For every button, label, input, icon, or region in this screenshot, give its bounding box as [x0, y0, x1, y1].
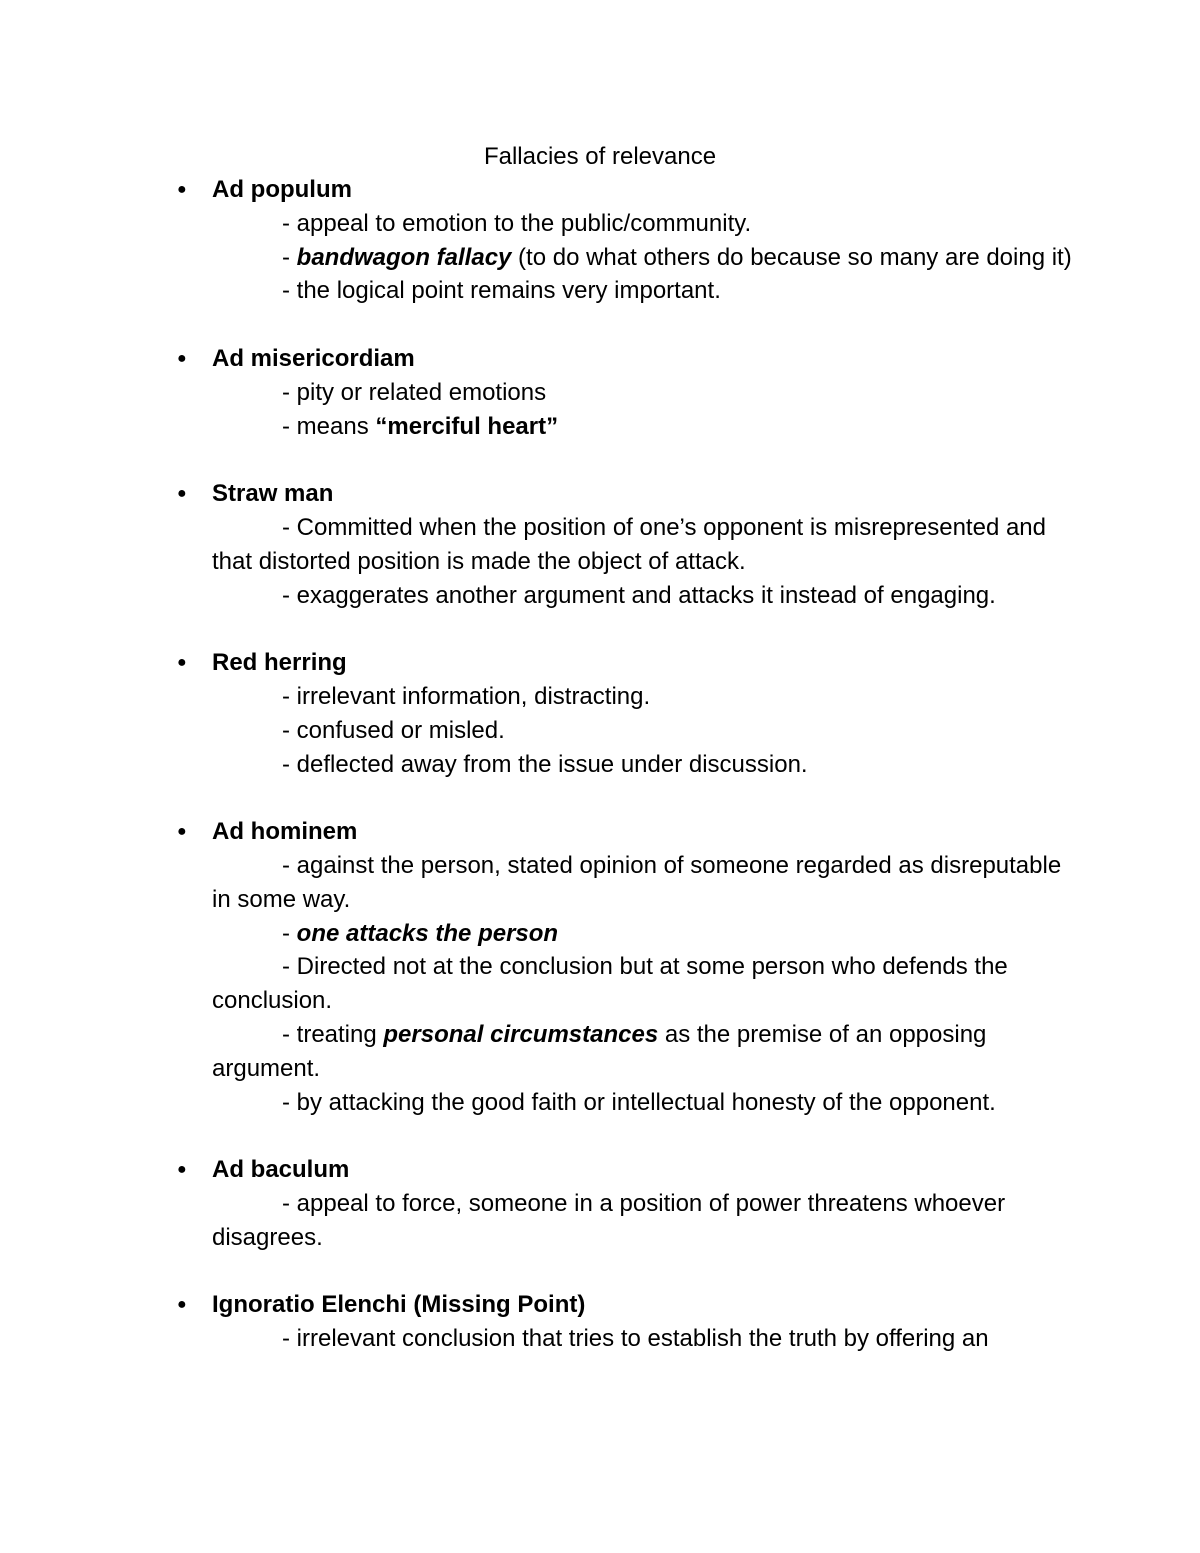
list-item: - one attacks the person: [282, 919, 559, 947]
list-item: - appeal to force, someone in a position of power threatens whoever disagrees.: [212, 1189, 1006, 1251]
list-item: - the logical point remains very important.: [282, 277, 721, 305]
section-heading: [177, 342, 1072, 376]
list-item: - Directed not at the conclusion but at some person who defends the conclusion.: [212, 953, 1008, 1015]
section-ad-hominem: [177, 815, 1072, 1119]
bullet-icon: ●: [177, 1296, 187, 1314]
heading-text: Ignoratio Elenchi (Missing Point): [212, 1291, 586, 1319]
section-ad-populum: [177, 173, 1072, 308]
list-item: - by attacking the good faith or intellectual honesty of the opponent.: [282, 1088, 996, 1116]
heading-text: Straw man: [212, 480, 334, 508]
section-ad-baculum: [177, 1153, 1072, 1254]
heading-text: Ad populum: [212, 176, 352, 203]
section-heading: [177, 815, 1072, 849]
section-heading: [177, 173, 1072, 207]
emphasis-text: bandwagon fallacy: [296, 243, 512, 271]
section-red-herring: [177, 646, 1072, 781]
heading-text: Ad hominem: [212, 818, 358, 846]
document-body: [177, 173, 1072, 1390]
list-item: - deflected away from the issue under discussion.: [282, 750, 808, 778]
list-item: - appeal to emotion to the public/community.: [282, 209, 752, 237]
list-item: - confused or misled.: [282, 716, 505, 744]
heading-text: Ad misericordiam: [212, 344, 415, 372]
emphasis-text: one attacks the person: [296, 919, 559, 947]
section-heading: [177, 646, 1072, 680]
section-ad-misericordiam: [177, 342, 1072, 443]
document-title: Fallacies of relevance: [483, 143, 717, 170]
list-item: - against the person, stated opinion of someone regarded as disreputable in some way.: [212, 851, 1062, 913]
list-item: - treating personal circumstances as the premise of an opposing argument.: [212, 1020, 987, 1082]
section-ignoratio-elenchi: [177, 1288, 1072, 1356]
list-item: - irrelevant information, distracting.: [282, 682, 651, 710]
bullet-icon: ●: [177, 485, 187, 503]
emphasis-text: “merciful heart”: [375, 412, 559, 440]
section-heading: [177, 1288, 1072, 1322]
bullet-icon: ●: [177, 181, 187, 198]
section-heading: [177, 477, 1072, 511]
section-heading: [177, 1153, 1072, 1187]
emphasis-text: personal circumstances: [383, 1020, 659, 1048]
list-item: - bandwagon fallacy (to do what others do because so many are doing it): [282, 243, 1072, 271]
list-item: - means “merciful heart”: [282, 412, 559, 440]
list-item: - exaggerates another argument and attacks it instead of engaging.: [282, 581, 996, 609]
bullet-icon: ●: [177, 654, 187, 672]
section-straw-man: [177, 477, 1072, 612]
heading-text: Ad baculum: [212, 1156, 350, 1184]
heading-text: Red herring: [212, 649, 347, 677]
bullet-icon: ●: [177, 349, 187, 367]
bullet-icon: ●: [177, 823, 187, 841]
list-item: - Committed when the position of one’s opponent is misrepresented and that distorted position is made the object of attack.: [212, 513, 1047, 575]
bullet-icon: ●: [177, 1161, 187, 1179]
list-item: - irrelevant conclusion that tries to establish the truth by offering an: [282, 1325, 989, 1353]
list-item: - pity or related emotions: [282, 378, 547, 406]
